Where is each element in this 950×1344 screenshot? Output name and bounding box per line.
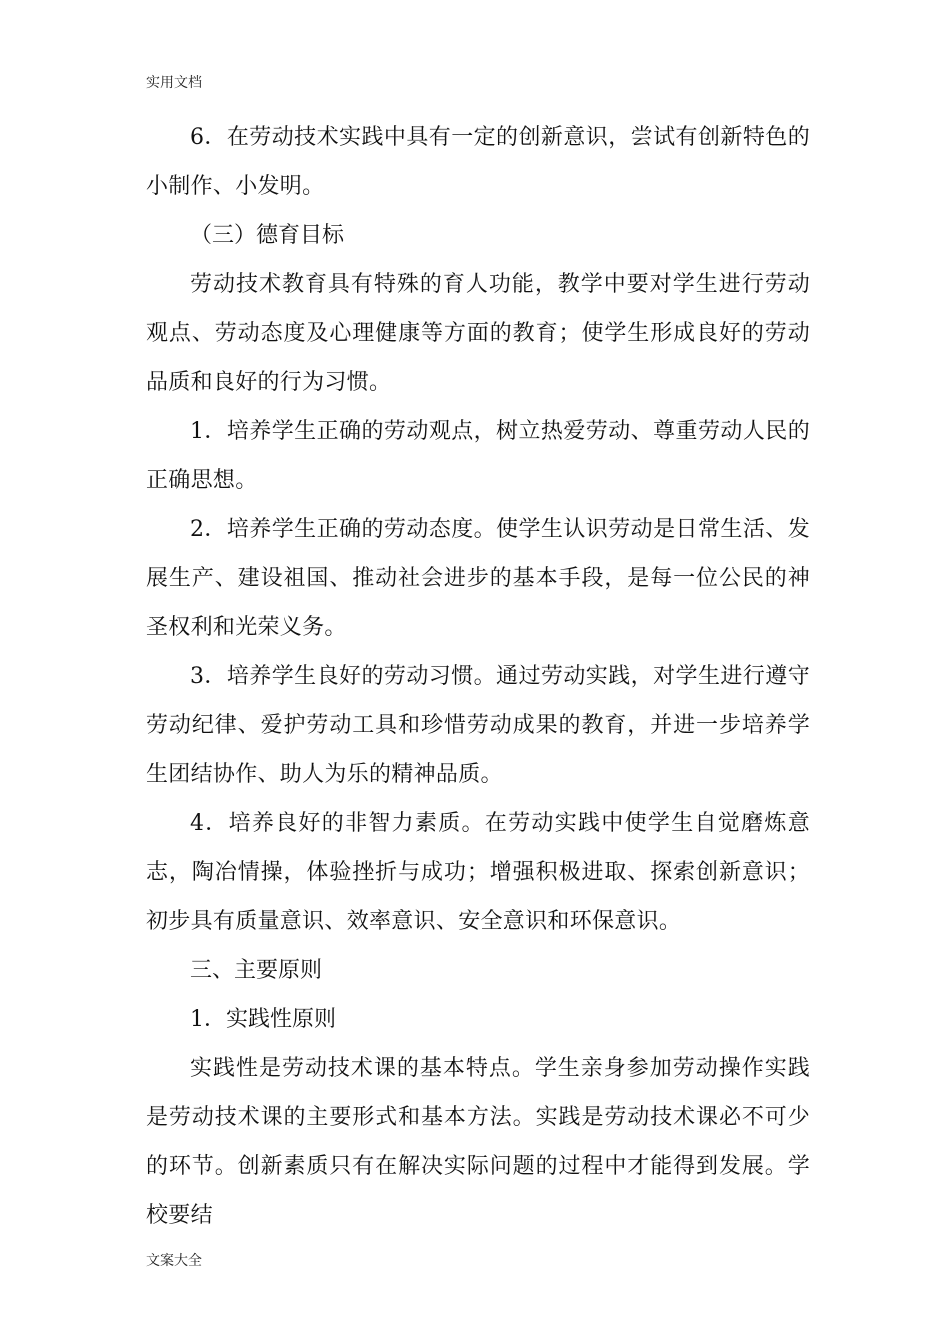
paragraph-item-3: 3．培养学生良好的劳动习惯。通过劳动实践，对学生进行遵守劳动纪律、爱护劳动工具和珍惜劳动成果的教育，并进一步培养学生团结协作、助人为乐的精神品质。 <box>146 664 810 787</box>
paragraph-item-1: 1．培养学生正确的劳动观点，树立热爱劳动、尊重劳动人民的正确思想。 <box>146 419 810 493</box>
paragraph-item-4: 4．培养良好的非智力素质。在劳动实践中使学生自觉磨炼意志，陶冶情操，体验挫折与成功；增强积极进取、探索创新意识；初步具有质量意识、效率意识、安全意识和环保意识。 <box>146 811 810 934</box>
paragraph-practice: 实践性是劳动技术课的基本特点。学生亲身参加劳动操作实践是劳动技术课的主要形式和基本方法。实践是劳动技术课必不可少的环节。创新素质只有在解决实际问题的过程中才能得到发展。学校要结 <box>146 1056 810 1228</box>
section-heading-principles: 三、主要原则 <box>190 958 323 983</box>
paragraph-item-6: 6．在劳动技术实践中具有一定的创新意识，尝试有创新特色的小制作、小发明。 <box>146 125 810 199</box>
paragraph-moral-intro: 劳动技术教育具有特殊的育人功能，教学中要对学生进行劳动观点、劳动态度及心理健康等方面的教育；使学生形成良好的劳动品质和良好的行为习惯。 <box>146 272 810 395</box>
document-body <box>146 113 810 1240</box>
page-header: 实用文档 <box>146 75 202 91</box>
section-heading-moral-goals: （三）德育目标 <box>190 223 345 248</box>
paragraph-item-2: 2．培养学生正确的劳动态度。使学生认识劳动是日常生活、发展生产、建设祖国、推动社会进步的基本手段，是每一位公民的神圣权利和光荣义务。 <box>146 517 810 640</box>
page-footer: 文案大全 <box>146 1253 202 1269</box>
subheading-practice-principle: 1．实践性原则 <box>190 1007 336 1032</box>
